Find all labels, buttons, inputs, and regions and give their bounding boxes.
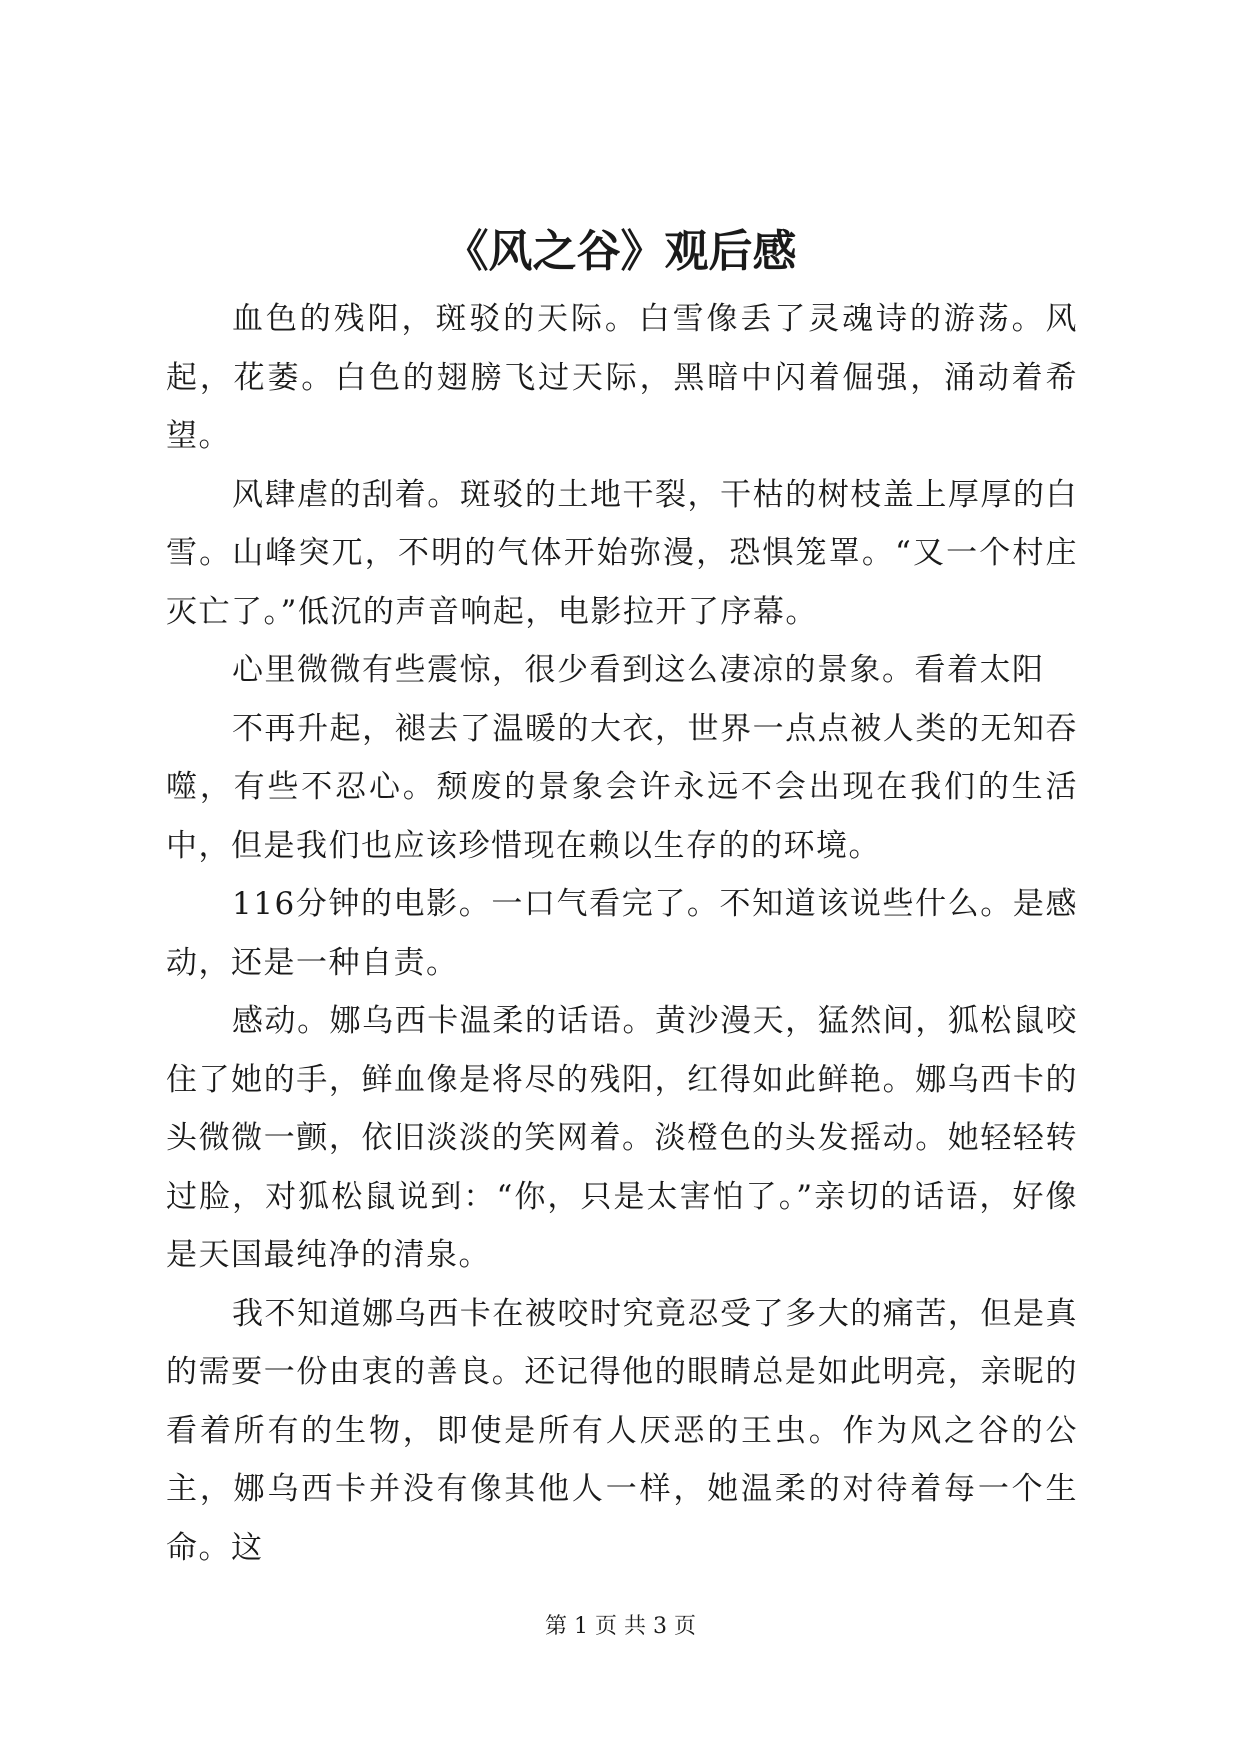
paragraph: 116分钟的电影。一口气看完了。不知道该说些什么。是感动，还是一种自责。 xyxy=(166,886,1078,981)
page-footer xyxy=(0,1612,1241,1642)
document-title: 《风之谷》观后感 xyxy=(444,226,797,277)
paragraph: 血色的残阳，斑驳的天际。白雪像丢了灵魂诗的游荡。风起，花萎。白色的翅膀飞过天际，黑暗中闪着倔强，涌动着希望。 xyxy=(166,301,1078,454)
page-number: 第 1 页 共 3 页 xyxy=(545,1614,696,1639)
paragraph: 感动。娜乌西卡温柔的话语。黄沙漫天，猛然间，狐松鼠咬住了她的手，鲜血像是将尽的残阳，红得如此鲜艳。娜乌西卡的头微微一颤，依旧淡淡的笑网着。淡橙色的头发摇动。她轻轻转过脸，对狐松鼠说到：“你，只是太害怕了。”亲切的话语，好像是天国最纯净的清泉。 xyxy=(166,1003,1078,1273)
paragraph: 我不知道娜乌西卡在被咬时究竟忍受了多大的痛苦，但是真的需要一份由衷的善良。还记得他的眼睛总是如此明亮，亲昵的看着所有的生物，即使是所有人厌恶的王虫。作为风之谷的公主，娜乌西卡并没有像其他人一样，她温柔的对待着每一个生命。这 xyxy=(166,1295,1078,1566)
paragraph: 风肆虐的刮着。斑驳的土地干裂，干枯的树枝盖上厚厚的白雪。山峰突兀，不明的气体开始弥漫，恐惧笼罩。“又一个村庄灭亡了。”低沉的声音响起，电影拉开了序幕。 xyxy=(166,476,1078,630)
document-body xyxy=(166,290,1078,1577)
paragraph: 不再升起，褪去了温暖的大衣，世界一点点被人类的无知吞噬，有些不忍心。颓废的景象会许永远不会出现在我们的生活中，但是我们也应该珍惜现在赖以生存的的环境。 xyxy=(166,710,1078,864)
paragraph: 心里微微有些震惊，很少看到这么凄凉的景象。看着太阳 xyxy=(232,652,1045,688)
